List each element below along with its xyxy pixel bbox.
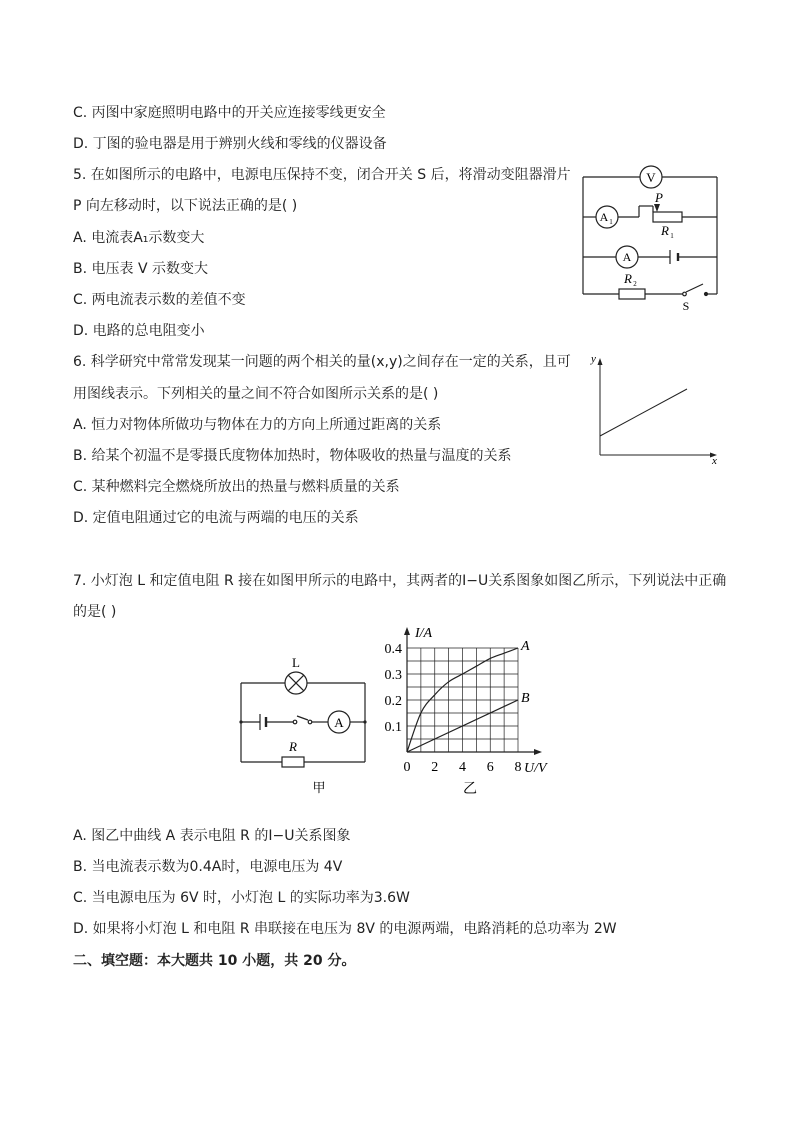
option-6d: D. 定值电阻通过它的电流与两端的电压的关系 bbox=[73, 510, 359, 526]
x-axis-title: U/V bbox=[524, 761, 547, 776]
option-5d: D. 电路的总电阻变小 bbox=[73, 323, 205, 339]
question-7-stem-cont: 的是( ) bbox=[73, 604, 117, 620]
x-tick-label: 0 bbox=[403, 760, 411, 775]
option-5a: A. 电流表A₁示数变大 bbox=[73, 230, 205, 246]
section-2-heading: 二、填空题：本大题共 10 小题，共 20 分。 bbox=[73, 953, 356, 969]
r1-label: R bbox=[661, 223, 669, 238]
option-7a: A. 图乙中曲线 A 表示电阻 R 的I−U关系图象 bbox=[73, 828, 351, 844]
y-axis-arrow bbox=[404, 627, 410, 635]
x-tick-label: 8 bbox=[514, 760, 522, 775]
resistor-label: R bbox=[289, 739, 297, 754]
r2-subscript: 2 bbox=[633, 280, 637, 288]
y-tick-label: 0.1 bbox=[384, 720, 402, 735]
y-tick-label: 0.2 bbox=[384, 694, 402, 709]
option-7d: D. 如果将小灯泡 L 和电阻 R 串联接在电压为 8V 的电源两端，电路消耗的总功率为 2W bbox=[73, 921, 617, 937]
question-7-stem: 7. 小灯泡 L 和定值电阻 R 接在如图甲所示的电路中，其两者的I−U关系图象如图乙所示，下列说法中正确 bbox=[73, 573, 727, 589]
chart-grid bbox=[407, 648, 518, 752]
ammeter-a-label: A bbox=[622, 250, 632, 264]
ammeter-label: A bbox=[334, 715, 344, 730]
option-6b: B. 给某个初温不是零摄氏度物体加热时，物体吸收的热量与温度的关系 bbox=[73, 448, 512, 464]
series-label-A: A bbox=[521, 639, 530, 654]
option-5c: C. 两电流表示数的差值不变 bbox=[73, 292, 246, 308]
voltmeter-label: V bbox=[646, 170, 656, 185]
question-5-stem-cont: P 向左移动时，以下说法正确的是( ) bbox=[73, 198, 298, 214]
chart-labels bbox=[385, 626, 549, 797]
x-tick-label: 2 bbox=[431, 760, 439, 775]
ammeter-a1-label: A bbox=[599, 210, 609, 224]
y-axis-title: I/A bbox=[415, 626, 433, 641]
lamp-label: L bbox=[292, 655, 300, 670]
option-4c: C. 丙图中家庭照明电路中的开关应连接零线更安全 bbox=[73, 105, 386, 121]
x-tick-label: 4 bbox=[459, 760, 466, 775]
option-5b: B. 电压表 V 示数变大 bbox=[73, 261, 208, 277]
y-axis-label: y bbox=[591, 353, 596, 365]
q6-linear-graph bbox=[585, 350, 725, 470]
option-7b: B. 当电流表示数为0.4A时，电源电压为 4V bbox=[73, 859, 343, 875]
r1-subscript: 1 bbox=[670, 232, 674, 240]
x-tick-label: 6 bbox=[486, 760, 494, 775]
q7-iu-chart bbox=[380, 620, 560, 800]
q7-circuit-jia bbox=[235, 650, 375, 800]
figure-yi-caption: 乙 bbox=[463, 782, 477, 797]
y-tick-label: 0.3 bbox=[384, 668, 402, 683]
question-6-stem-cont: 用图线表示。下列相关的量之间不符合如图所示关系的是( ) bbox=[73, 386, 439, 402]
question-6-stem: 6. 科学研究中常常发现某一问题的两个相关的量(x,y)之间存在一定的关系，且可 bbox=[73, 354, 571, 370]
x-axis-label: x bbox=[712, 455, 717, 467]
figure-jia-caption: 甲 bbox=[312, 780, 326, 795]
series-label-B: B bbox=[521, 691, 530, 706]
x-axis-arrow bbox=[534, 749, 542, 755]
question-5-stem: 5. 在如图所示的电路中，电源电压保持不变，闭合开关 S 后，将滑动变阻器滑片 bbox=[73, 167, 571, 183]
option-7c: C. 当电源电压为 6V 时，小灯泡 L 的实际功率为3.6W bbox=[73, 890, 410, 906]
option-6a: A. 恒力对物体所做功与物体在力的方向上所通过距离的关系 bbox=[73, 417, 442, 433]
switch-s-label: S bbox=[682, 299, 690, 313]
option-6c: C. 某种燃料完全燃烧所放出的热量与燃料质量的关系 bbox=[73, 479, 400, 495]
option-4d: D. 丁图的验电器是用于辨别火线和零线的仪器设备 bbox=[73, 136, 387, 152]
q5-circuit-diagram bbox=[575, 160, 725, 315]
slider-p-label: P bbox=[655, 190, 663, 205]
r2-label: R bbox=[624, 271, 632, 286]
ammeter-a1-subscript: 1 bbox=[609, 218, 613, 226]
y-tick-label: 0.4 bbox=[384, 642, 402, 657]
